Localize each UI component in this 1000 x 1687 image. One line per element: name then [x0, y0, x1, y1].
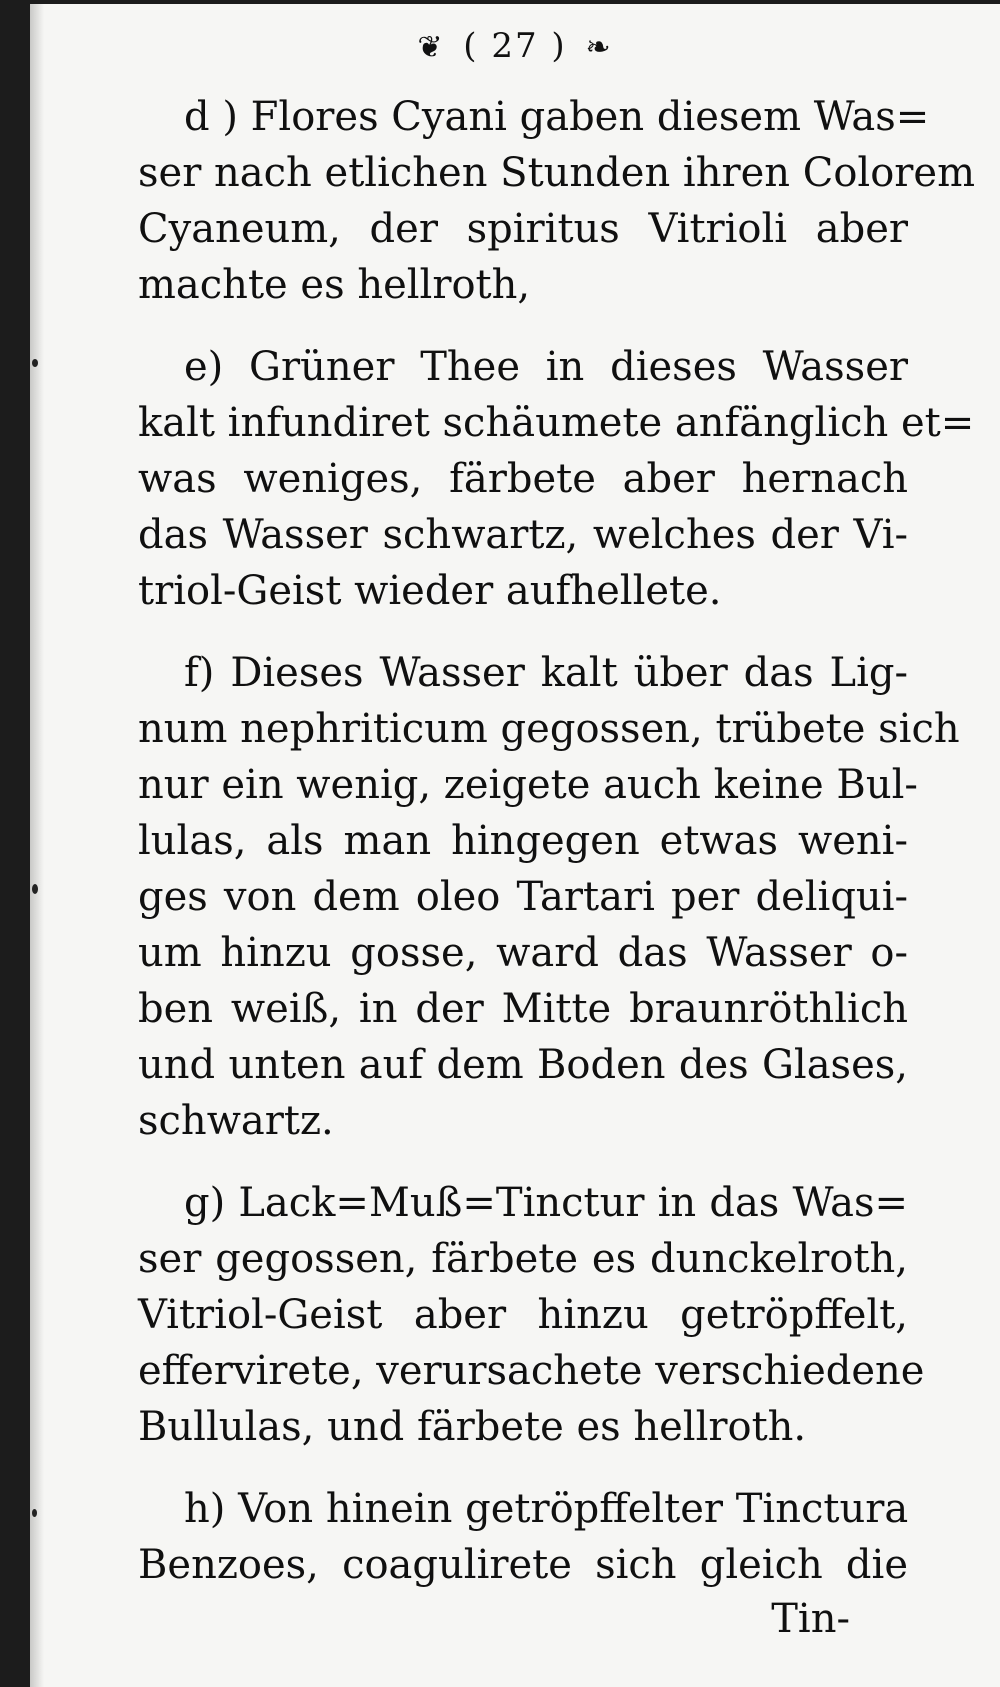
- margin-speck: [32, 359, 38, 367]
- text-line: ser gegossen, färbete es dunckelroth,: [138, 1236, 908, 1282]
- text-line: was weniges, färbete aber hernach: [138, 456, 908, 502]
- text-line: machte es hellroth,: [138, 262, 531, 308]
- text-line: Benzoes, coagulirete sich gleich die: [138, 1542, 908, 1588]
- text-line: effervirete, verursachete verschiedene: [138, 1348, 925, 1394]
- text-line: ges von dem oleo Tartari per deliqui-: [138, 874, 908, 920]
- text-line: triol-Geist wieder aufhellete.: [138, 568, 722, 614]
- page-header: [30, 26, 1000, 66]
- page-number: ( 27 ): [463, 26, 567, 66]
- text-line: kalt infundiret schäumete anfänglich et=: [138, 400, 975, 446]
- paragraph-h: [138, 1481, 908, 1593]
- text-line: g) Lack=Muß=Tinctur in das Was=: [184, 1180, 908, 1226]
- text-line: h) Von hinein getröpffelter Tinctura: [184, 1486, 909, 1532]
- paragraph-e: [138, 339, 975, 619]
- text-line: Cyaneum, der spiritus Vitrioli aber: [138, 206, 908, 252]
- left-ornament-icon: ❦: [417, 30, 445, 65]
- text-line: d ) Flores Cyani gaben diesem Was=: [184, 94, 930, 140]
- text-line: das Wasser schwartz, welches der Vi-: [138, 512, 908, 558]
- margin-speck: [32, 884, 38, 894]
- paragraph-f: [138, 645, 960, 1149]
- page-gutter-shadow: [30, 4, 44, 1687]
- right-ornament-icon: ❧: [585, 30, 613, 65]
- text-line: num nephriticum gegossen, trübete sich: [138, 706, 960, 752]
- text-line: lulas, als man hingegen etwas weni-: [138, 818, 908, 864]
- text-line: Vitriol-Geist aber hinzu getröpffelt,: [138, 1292, 908, 1338]
- margin-speck: [32, 1509, 37, 1517]
- text-line: f) Dieses Wasser kalt über das Lig-: [184, 650, 908, 696]
- text-line: um hinzu gosse, ward das Wasser o-: [138, 930, 908, 976]
- text-line: schwartz.: [138, 1098, 334, 1144]
- text-line: und unten auf dem Boden des Glases,: [138, 1042, 908, 1088]
- text-line: ser nach etlichen Stunden ihren Colorem: [138, 150, 976, 196]
- paragraph-g: [138, 1175, 925, 1455]
- text-line: ben weiß, in der Mitte braunröthlich: [138, 986, 908, 1032]
- page-body: [138, 89, 976, 1619]
- book-page: [30, 4, 1000, 1687]
- catchword: Tin-: [771, 1596, 850, 1642]
- text-line: e) Grüner Thee in dieses Wasser: [184, 344, 908, 390]
- text-line: Bullulas, und färbete es hellroth.: [138, 1404, 807, 1450]
- paragraph-d: [138, 89, 976, 313]
- text-line: nur ein wenig, zeigete auch keine Bul-: [138, 762, 918, 808]
